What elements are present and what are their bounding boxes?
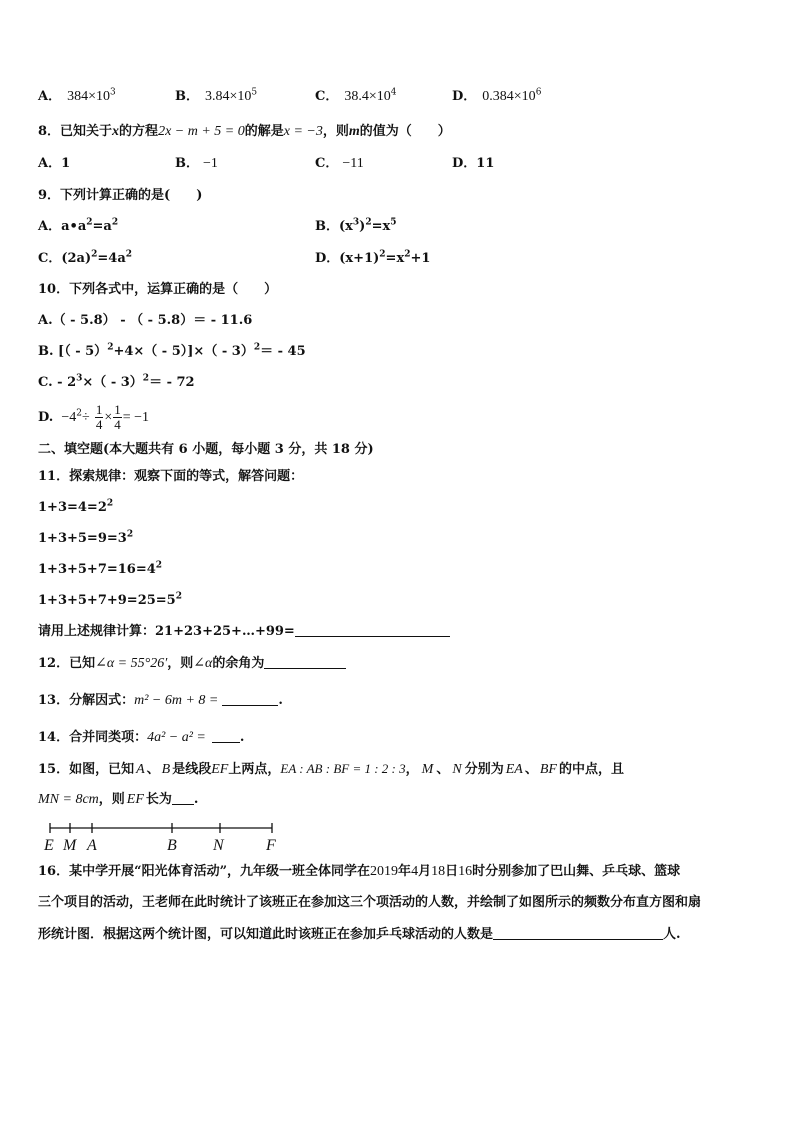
term: =x: [371, 219, 391, 234]
term: ×（ - 3）: [82, 375, 143, 390]
option-label: A．: [38, 219, 62, 234]
exponent: 2: [379, 249, 386, 260]
q16-text: 形统计图．根据这两个统计图，可以知道此时该班正在参加乒乓球活动的人数是: [38, 927, 494, 942]
exponent: 5: [390, 217, 397, 228]
q12-text: 12．已知: [38, 656, 96, 671]
q8-text: 的方程: [119, 124, 159, 139]
q8-stem: [38, 123, 451, 141]
q8-option-a: A．1: [38, 156, 71, 171]
exponent: 2: [365, 217, 372, 228]
q10-option-c: [38, 374, 195, 392]
option-label: B．: [315, 219, 339, 234]
answer-blank[interactable]: [222, 692, 278, 706]
q7-option-a: [38, 88, 116, 106]
term: = −1: [122, 410, 150, 425]
q15-sep: 、: [524, 762, 538, 777]
point-b: B: [161, 762, 171, 777]
q8-option-b: [175, 155, 218, 173]
q15-line1: [38, 760, 624, 779]
fraction: [95, 403, 104, 432]
label-m: M: [63, 837, 77, 854]
numerator: 1: [114, 402, 121, 417]
q11-eq2: [38, 530, 133, 548]
q12-text: 的余角为: [212, 656, 265, 671]
numerator: 1: [95, 402, 103, 417]
segment-ef: EF: [211, 762, 229, 777]
section-heading: 二、填空题(本大题共有 6 小题，每小题 3 分，共 18 分): [38, 442, 374, 457]
q15-line2: [38, 791, 198, 809]
q16-day: 18: [431, 864, 446, 879]
times-ten: ×10: [88, 89, 110, 104]
exponent: 2: [86, 217, 93, 228]
q12-stem: [38, 655, 346, 673]
q8-option-d: D．11: [452, 156, 495, 171]
q8-text: ，则: [322, 124, 349, 139]
angle-symbol: ∠α: [193, 656, 213, 671]
option-label: C．: [315, 156, 339, 171]
label-e: E: [44, 837, 54, 854]
exponent: 2: [175, 591, 182, 602]
option-value: −11: [342, 156, 364, 171]
q16-line3: [38, 926, 681, 944]
angle-value: ∠α = 55°26′: [95, 656, 168, 671]
option-label: C．: [315, 89, 339, 104]
q11-ask: [38, 623, 450, 641]
times-ten: ×10: [513, 89, 536, 104]
q7-option-c: [315, 88, 397, 106]
q15-text: 分别为: [464, 762, 504, 777]
segment-ef: EF: [126, 792, 144, 807]
q16-hour: 16: [458, 864, 473, 879]
q8-option-c: [315, 155, 364, 173]
term: (x: [339, 219, 353, 234]
option-label: D．: [315, 251, 340, 266]
answer-blank[interactable]: [212, 729, 240, 743]
exponent: 2: [404, 249, 411, 260]
q15-ratio: EA : AB : BF = 1 : 2 : 3: [280, 761, 406, 776]
q15-period: .: [193, 792, 199, 807]
q15-sep: 、: [436, 762, 450, 777]
exponent: 2: [111, 217, 119, 228]
q8-text: 的解是: [244, 124, 284, 139]
q16-month: 4: [411, 864, 419, 879]
label-a: A: [87, 837, 97, 854]
exponent: 2: [91, 249, 98, 260]
q7-option-d: [452, 88, 541, 106]
option-label: A．: [38, 89, 62, 104]
q16-text: 日: [445, 864, 459, 879]
variable-m: m: [348, 124, 360, 139]
q9-option-c: [38, 250, 132, 268]
term: (x+1): [339, 251, 380, 266]
term: ＝ - 45: [260, 344, 306, 359]
label-n: N: [213, 837, 224, 854]
answer-blank[interactable]: [172, 791, 194, 805]
q10-option-d: [38, 400, 149, 436]
times-ten: ×10: [368, 89, 391, 104]
option-label: B．: [175, 89, 199, 104]
term: +1: [410, 251, 431, 266]
q13-stem: [38, 692, 283, 710]
q11-stem: 11．探索规律：观察下面的等式，解答问题：: [38, 469, 304, 484]
times-ten: ×10: [229, 89, 252, 104]
q8-solution: x = −3: [283, 124, 323, 139]
label-f: F: [266, 837, 276, 854]
q10-stem: 10．下列各式中，运算正确的是（ ）: [38, 282, 278, 297]
q10-option-b: [38, 343, 306, 361]
q11-ask-text: 请用上述规律计算：21+23+25+…+99=: [38, 624, 295, 639]
point-m: M: [421, 762, 434, 777]
exponent: 2: [107, 342, 114, 353]
q16-line1: [38, 863, 680, 881]
divide-sign: ÷: [81, 410, 90, 425]
segment-ea: EA: [505, 762, 523, 777]
q9-option-d: [315, 250, 430, 268]
q11-eq1: [38, 499, 113, 517]
term: =4a: [97, 251, 126, 266]
q8-prefix: 8．已知关于: [38, 124, 113, 139]
equation: 1+3+5+7=16=4: [38, 562, 156, 577]
option-label: B．: [175, 156, 199, 171]
q8-equation: 2x − m + 5 = 0: [158, 124, 245, 139]
term: =a: [92, 219, 112, 234]
exponent: 4: [390, 87, 397, 98]
term: B. [（ - 5）: [38, 344, 108, 359]
term: −4: [61, 410, 77, 425]
exponent: 2: [155, 560, 163, 571]
q15-text: 上两点，: [228, 762, 281, 777]
q14-stem: [38, 729, 244, 747]
mantissa: 384: [67, 89, 89, 104]
term: =x: [385, 251, 405, 266]
exponent: 2: [125, 249, 133, 260]
q16-text: 年: [398, 864, 412, 879]
q14-text: 14．合并同类项：: [38, 730, 148, 745]
q7-option-b: [175, 88, 257, 106]
term: +4×（ - 5）]×（ - 3）: [113, 344, 254, 359]
exponent: 3: [76, 373, 83, 384]
mantissa: 38.4: [344, 89, 369, 104]
q15-text: 是线段: [172, 762, 212, 777]
equation: 1+3+5=9=3: [38, 531, 127, 546]
answer-blank[interactable]: [264, 655, 346, 669]
term: a•a: [61, 219, 87, 234]
q13-text: 13．分解因式：: [38, 693, 135, 708]
term: ): [359, 219, 366, 234]
exponent: 2: [126, 529, 134, 540]
q14-period: .: [239, 730, 245, 745]
exponent: 5: [251, 87, 258, 98]
q9-option-a: [38, 218, 118, 236]
equation: 1+3+5+7+9=25=5: [38, 593, 176, 608]
q15-sep: 、: [146, 762, 160, 777]
exponent: 2: [142, 373, 150, 384]
denominator: 4: [95, 417, 103, 432]
q15-segment-figure: [40, 818, 290, 854]
mantissa: 3.84: [205, 89, 230, 104]
q15-text: 15．如图，已知: [38, 762, 135, 777]
mantissa: 0.384: [482, 89, 514, 104]
q16-text: 月: [418, 864, 432, 879]
equation: 1+3=4=2: [38, 500, 107, 515]
q13-expression: m² − 6m + 8 =: [134, 693, 219, 708]
option-label: D．: [452, 89, 477, 104]
q16-text: 时分别参加了巴山舞、乒乓球、篮球: [472, 864, 681, 879]
answer-blank[interactable]: [493, 926, 663, 940]
q11-eq4: [38, 592, 182, 610]
q16-year: 2019: [370, 864, 399, 879]
exponent: 2: [253, 342, 261, 353]
q16-text: 人.: [663, 927, 681, 942]
fraction: [113, 403, 122, 432]
q9-option-b: [315, 218, 397, 236]
option-label: D.: [38, 410, 54, 425]
q13-period: .: [278, 693, 283, 708]
answer-blank[interactable]: [295, 623, 450, 637]
times-sign: ×: [104, 410, 113, 425]
q15-given: MN = 8cm: [38, 792, 99, 807]
q16-text: 16．某中学开展“阳光体育活动”，九年级一班全体同学在: [38, 864, 371, 879]
denominator: 4: [114, 417, 121, 432]
variable-x: x: [112, 124, 120, 139]
q10-option-a: A.（ - 5.8） - （ - 5.8）＝ - 11.6: [38, 313, 253, 328]
point-n: N: [452, 762, 462, 777]
point-a: A: [136, 762, 145, 777]
exponent: 3: [110, 87, 116, 98]
label-b: B: [167, 837, 177, 854]
segment-bf: BF: [539, 762, 557, 777]
option-value: −1: [203, 156, 218, 171]
q15-text: 的中点，且: [558, 762, 624, 777]
exponent: 2: [76, 408, 82, 419]
q16-line2: 三个项目的活动，王老师在此时统计了该班正在参加这三个项活动的人数，并绘制了如图所示的频数分布直方图和扇: [38, 895, 702, 910]
q8-suffix: 的值为（ ）: [359, 124, 451, 139]
q11-eq3: [38, 561, 162, 579]
q12-text: ，则: [167, 656, 194, 671]
q15-text: ，则: [98, 792, 125, 807]
q15-sep: ，: [405, 762, 419, 777]
q9-stem: 9．下列计算正确的是( ): [38, 188, 203, 203]
exponent: 3: [352, 217, 360, 228]
exponent: 6: [535, 87, 542, 98]
term: (2a): [61, 251, 92, 266]
exponent: 2: [106, 498, 114, 509]
term: ＝ - 72: [149, 375, 195, 390]
q14-expression: 4a² − a² =: [147, 730, 206, 745]
term: C. - 2: [38, 375, 77, 390]
option-label: C．: [38, 251, 62, 266]
q15-text: 长为: [145, 792, 172, 807]
